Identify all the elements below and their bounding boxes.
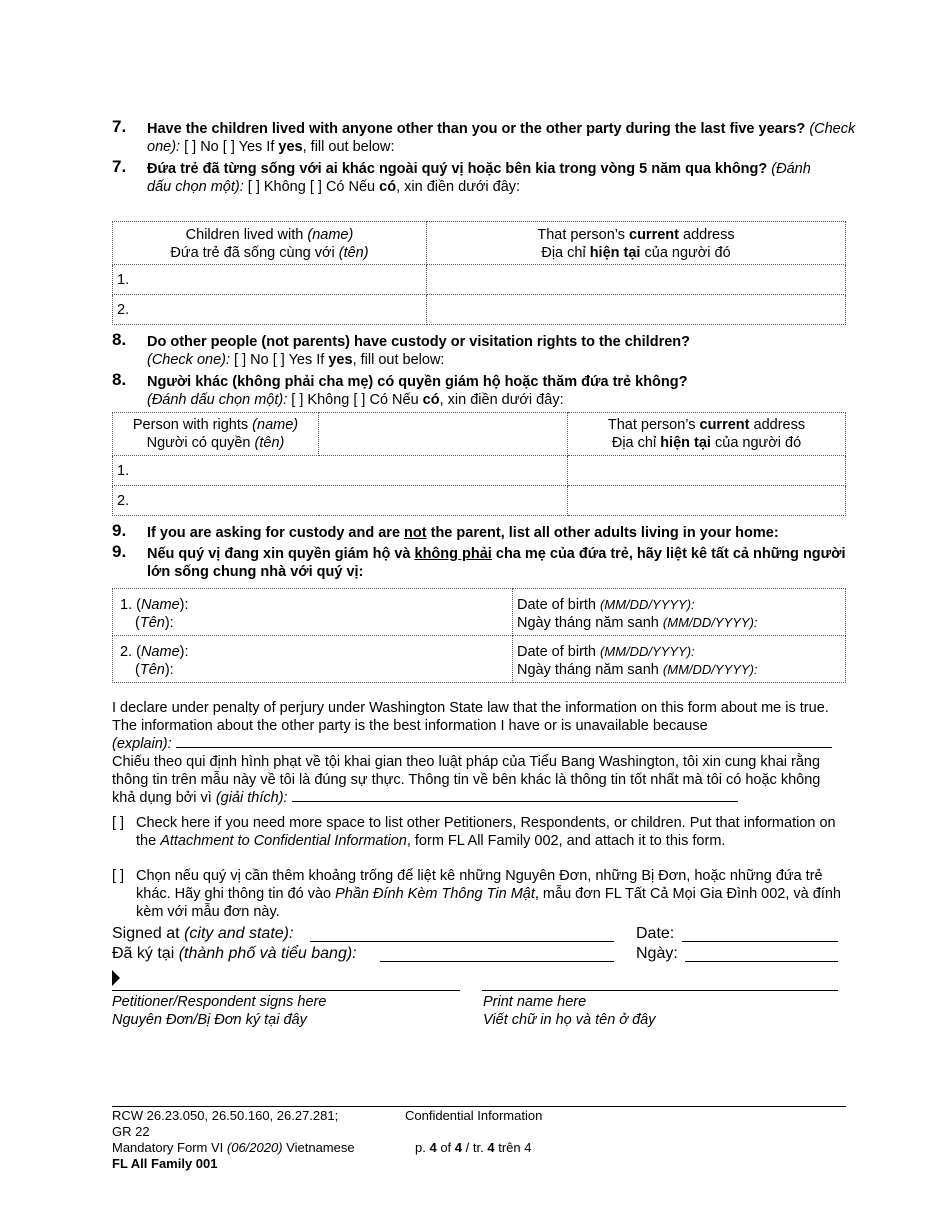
date-line[interactable]: [682, 941, 838, 942]
footer-page-number: p. 4 of 4 / tr. 4 trên 4: [415, 1140, 532, 1155]
q7-en-question: Have the children lived with anyone other than you or the other party during the last five years?: [147, 121, 806, 137]
q9-vi-not: không phải: [414, 546, 492, 562]
q7-english: [147, 120, 867, 156]
q8-english: [147, 333, 867, 369]
q7-row2-address[interactable]: [427, 295, 846, 325]
date-label-en: Date:: [636, 925, 675, 942]
q7-col-name-header: Children lived with (name) Đứa trẻ đã sống cùng với (tên): [113, 222, 427, 265]
q8-col-address-header: That person’s current address Địa chỉ hiện tại của người đó: [568, 413, 846, 456]
q7-vi-tail: , xin điền dưới đây:: [396, 179, 521, 195]
q9-number-vi: 9.: [112, 542, 127, 561]
q7-row2-name[interactable]: 2.: [113, 295, 427, 325]
q7-row1-address[interactable]: [427, 265, 846, 295]
q9-row1-dob[interactable]: Date of birth (MM/DD/YYYY): Ngày tháng năm sanh (MM/DD/YYYY):: [513, 589, 846, 636]
check-text-vi: Chọn nếu quý vị cần thêm khoảng trống để liệt kê những Nguyên Đơn, những Bị Đơn, hoặc những đứa trẻ khác. Hãy ghi thông tin đó vào Phần Đính Kèm Thông Tin Mật, mẫu đơn FL Tất Cả Mọi Gia Đình 002, và đính kèm với mẫu đơn này.: [136, 868, 841, 920]
signed-at-vi: Đã ký tại (thành phố và tiểu bang):: [112, 945, 357, 962]
footer-confidential: Confidential Information: [405, 1108, 543, 1123]
q9-table: [112, 588, 846, 683]
q7-col-address-header: That person’s current address Địa chỉ hiện tại của người đó: [427, 222, 846, 265]
q9-english: If you are asking for custody and are not the parent, list all other adults living in your home:: [147, 525, 779, 541]
q9-en-not: not: [404, 525, 427, 541]
q8-col-blank-header: [319, 413, 568, 456]
q8-vi-tail: , xin điền dưới đây:: [439, 392, 564, 408]
q7-vi-check: (Đánh dấu chọn một):: [147, 161, 811, 195]
q8-vietnamese: [147, 373, 867, 409]
q8-row1-name[interactable]: 1.: [113, 456, 568, 486]
signed-at-en: Signed at (city and state):: [112, 925, 294, 942]
signed-at-line-vi[interactable]: [380, 961, 614, 962]
date-line-vi[interactable]: [685, 961, 838, 962]
declaration-english: I declare under penalty of perjury under Washington State law that the information on this form about me is true. The information about the other party is the best information I have or is unavailable because (explain):: [112, 699, 842, 753]
footer-left: RCW 26.23.050, 26.50.160, 26.27.281; GR 22 Mandatory Form VI (06/2020) Vietnamese FL All Family 001: [112, 1108, 355, 1171]
q7-vi-yes: có: [379, 179, 397, 195]
q7-number: 7.: [112, 117, 127, 136]
q8-col-name-header: Person with rights (name) Người có quyền (tên): [113, 413, 319, 456]
q8-en-yes: yes: [328, 352, 353, 368]
declaration-vietnamese: Chiếu theo qui định hình phạt về tội khai gian theo luật pháp của Tiểu Bang Washington, tôi xin cung khai rằng thông tin trên mẫu này về tôi là đúng sự thực. Thông tin về bên khác là thông tin tốt nhất mà tôi có hoặc không khả dụng bởi vì (giải thích):: [112, 754, 821, 806]
q7-vietnamese: [147, 160, 827, 196]
q7-vi-question: Đứa trẻ đã từng sống với ai khác ngoài quý vị hoặc bên kia trong vòng 5 năm qua không?: [147, 161, 768, 177]
q8-vi-options[interactable]: [ ] Không [ ] Có Nếu: [291, 392, 419, 408]
signature-caption: Petitioner/Respondent signs here Nguyên Đơn/Bị Đơn ký tại đây: [112, 994, 327, 1028]
q7-en-check: (Check one):: [147, 121, 856, 155]
q8-en-options[interactable]: [ ] No [ ] Yes If: [234, 352, 325, 368]
footer-rule: [112, 1106, 846, 1107]
date-label-vi: Ngày:: [636, 945, 678, 962]
q7-en-tail: , fill out below:: [302, 139, 395, 155]
q8-en-tail: , fill out below:: [352, 352, 445, 368]
print-name-caption: Print name here Viết chữ in họ và tên ở đây: [483, 994, 656, 1028]
q8-vi-yes: có: [422, 392, 440, 408]
explain-field-vi[interactable]: [292, 801, 738, 802]
q9-vietnamese: Nếu quý vị đang xin quyền giám hộ và không phải cha mẹ của đứa trẻ, hãy liệt kê tất cả những người lớn sống chung nhà với quý vị:: [147, 546, 846, 580]
signed-at-line[interactable]: [310, 941, 614, 942]
q8-table: [112, 412, 846, 516]
signature-line[interactable]: [112, 990, 460, 991]
explain-field-en[interactable]: [176, 747, 832, 748]
q8-row1-address[interactable]: [568, 456, 846, 486]
q7-number-vi: 7.: [112, 157, 127, 176]
q9-number: 9.: [112, 521, 127, 540]
q7-en-yes: yes: [278, 139, 303, 155]
q7-table: [112, 221, 846, 325]
q8-en-check: (Check one):: [147, 352, 231, 368]
q8-vi-check: (Đánh dấu chọn một):: [147, 392, 288, 408]
q9-row2-dob[interactable]: Date of birth (MM/DD/YYYY): Ngày tháng năm sanh (MM/DD/YYYY):: [513, 636, 846, 683]
q9-row1-name[interactable]: 1. (Name): (Tên):: [113, 589, 513, 636]
q7-en-options[interactable]: [ ] No [ ] Yes If: [184, 139, 275, 155]
q8-row2-name[interactable]: 2.: [113, 486, 568, 516]
sign-arrow-icon: [112, 970, 120, 986]
q8-vi-question: Người khác (không phải cha mẹ) có quyền giám hộ hoặc thăm đứa trẻ không?: [147, 374, 688, 390]
q8-en-question: Do other people (not parents) have custody or visitation rights to the children?: [147, 334, 690, 350]
q8-row2-address[interactable]: [568, 486, 846, 516]
q9-row2-name[interactable]: 2. (Name): (Tên):: [113, 636, 513, 683]
q7-row1-name[interactable]: 1.: [113, 265, 427, 295]
q8-number-vi: 8.: [112, 370, 127, 389]
q7-vi-options[interactable]: [ ] Không [ ] Có Nếu: [247, 179, 376, 195]
checkbox-more-space-vi[interactable]: [ ]: [112, 868, 125, 884]
checkbox-more-space-en[interactable]: [ ]: [112, 815, 125, 831]
check-text-en: Check here if you need more space to list other Petitioners, Respondents, or children. Put that information on the Attachment to Confidential Information, form FL All Family 002, and attach it to this form.: [136, 815, 836, 849]
q8-number: 8.: [112, 330, 127, 349]
print-name-line[interactable]: [482, 990, 838, 991]
